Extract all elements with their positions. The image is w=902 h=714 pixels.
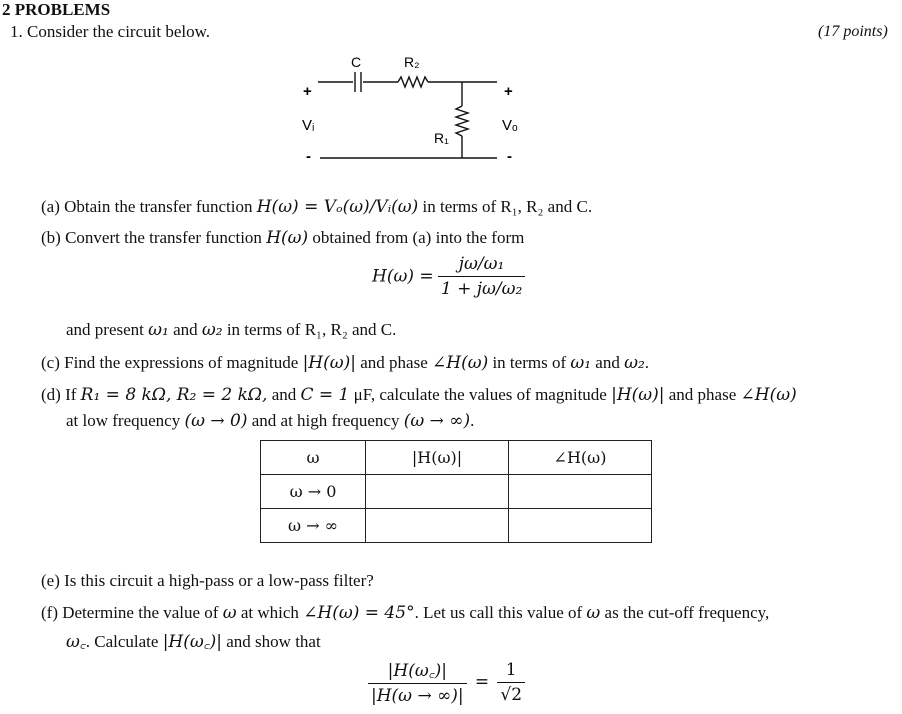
part-d-low: (ω → 0): [184, 411, 248, 431]
part-f-equation: [368, 658, 525, 706]
part-b-line2: [66, 320, 396, 340]
part-c-mid2: in terms of: [488, 353, 571, 372]
eq-fraction: [438, 254, 525, 299]
vi-minus: -: [306, 148, 311, 165]
part-d-phase: ∠H(ω): [740, 385, 797, 405]
part-d-unit: μF, calculate the values of magnitude: [349, 385, 612, 404]
part-b: [41, 228, 524, 248]
resistor-r2: [398, 77, 428, 87]
ratio-numerator: |H(ω꜀)|: [368, 658, 467, 684]
part-a: [41, 197, 592, 217]
ratio-fraction: [368, 658, 467, 706]
part-d-and: and: [267, 385, 301, 404]
table-header-cell: ω: [261, 441, 366, 475]
part-d-line2-text: at low frequency: [66, 411, 185, 430]
part-c-w1: ω₁: [570, 353, 592, 373]
table-header-cell: ∠H(ω): [509, 441, 652, 475]
part-f-suffix: . Let us call this value of: [414, 603, 587, 622]
part-d-values: R₁ = 8 kΩ, R₂ = 2 kΩ,: [80, 385, 268, 405]
eq-lhs: H(ω) =: [372, 266, 434, 287]
part-d-line2-mid: and at high frequency: [247, 411, 404, 430]
part-f-suffix2: as the cut-off frequency,: [600, 603, 770, 622]
part-b-suffix: obtained from (a) into the form: [308, 228, 525, 247]
part-b-line2-suffix: in terms of R₁, R₂ and C.: [222, 320, 397, 339]
part-c-mid: and phase: [355, 353, 432, 372]
table-header-row: [261, 441, 652, 475]
ratio-denominator: |H(ω → ∞)|: [371, 686, 464, 706]
section-heading: 2 PROBLEMS: [2, 0, 111, 19]
part-c-text: (c) Find the expressions of magnitude: [41, 353, 303, 372]
r1-label: R₁: [434, 130, 449, 146]
vo-label: Vₒ: [502, 117, 518, 134]
part-b-math: H(ω): [266, 228, 309, 248]
part-c: [41, 353, 649, 373]
problem-intro: 1. Consider the circuit below.: [10, 22, 211, 41]
table-cell-answer[interactable]: [366, 475, 509, 509]
part-f-hwc: |H(ω꜀)|: [162, 632, 222, 652]
circuit-diagram: [0, 0, 902, 180]
part-c-w2: ω₂: [624, 353, 645, 373]
part-c-mag: |H(ω)|: [302, 353, 356, 373]
part-d-mag: |H(ω)|: [611, 385, 665, 405]
part-f-line2-end: and show that: [222, 632, 321, 651]
part-f-w2: ω: [586, 603, 601, 623]
part-f-cond: ∠H(ω) = 45°: [303, 603, 415, 623]
part-b-equation: [372, 254, 525, 299]
table-cell: ω → 0: [261, 475, 366, 509]
vi-label: Vᵢ: [302, 117, 315, 134]
part-a-math: H(ω) = Vₒ(ω)/Vᵢ(ω): [256, 197, 419, 217]
table-header-cell: |H(ω)|: [366, 441, 509, 475]
part-f-wc: ω꜀: [66, 632, 86, 652]
vo-plus: +: [504, 83, 513, 100]
table-cell-answer[interactable]: [509, 475, 652, 509]
part-d-line2-end: .: [470, 411, 475, 430]
table-row: [261, 475, 652, 509]
part-f-text: (f) Determine the value of: [41, 603, 223, 622]
vi-plus: +: [303, 83, 312, 100]
part-f: [41, 603, 769, 623]
part-d-mid: and phase: [664, 385, 741, 404]
rhs-denominator: √2: [500, 684, 523, 705]
part-b-text: (b) Convert the transfer function: [41, 228, 267, 247]
part-d-high: (ω → ∞): [403, 411, 471, 431]
part-d-line2: [66, 411, 474, 431]
part-e: (e) Is this circuit a high-pass or a low-pass filter?: [41, 571, 374, 590]
rhs-fraction: [497, 660, 525, 705]
part-f-w: ω: [222, 603, 237, 623]
part-d-cval: C = 1: [300, 385, 350, 405]
part-c-and: and: [591, 353, 625, 372]
part-b-line2-mid: and: [168, 320, 202, 339]
r2-label: R₂: [404, 54, 420, 70]
part-c-phase: ∠H(ω): [432, 353, 489, 373]
eq-numerator: jω/ω₁: [438, 254, 525, 277]
part-d: [41, 385, 797, 405]
part-d-text: (d) If: [41, 385, 81, 404]
eq-denominator: 1 + jω/ω₂: [440, 279, 523, 299]
capacitor-label: C: [351, 54, 362, 70]
answer-table: [260, 440, 652, 543]
table-row: [261, 509, 652, 543]
table-cell-answer[interactable]: [509, 509, 652, 543]
equals-sign: =: [474, 672, 490, 692]
part-f-line2: [66, 629, 321, 652]
part-f-line2-mid: . Calculate: [85, 632, 163, 651]
resistor-r1: [456, 106, 468, 136]
omega2: ω₂: [201, 320, 223, 340]
part-f-mid: at which: [236, 603, 304, 622]
table-cell-answer[interactable]: [366, 509, 509, 543]
part-b-line2-text: and present: [66, 320, 149, 339]
part-c-end: .: [644, 353, 650, 372]
problem-points: (17 points): [818, 23, 888, 40]
part-a-suffix: in terms of R₁, R₂ and C.: [418, 197, 593, 216]
rhs-numerator: 1: [497, 660, 525, 683]
vo-minus: -: [507, 148, 512, 165]
table-cell: ω → ∞: [261, 509, 366, 543]
part-a-text: (a) Obtain the transfer function: [41, 197, 257, 216]
omega1: ω₁: [148, 320, 169, 340]
